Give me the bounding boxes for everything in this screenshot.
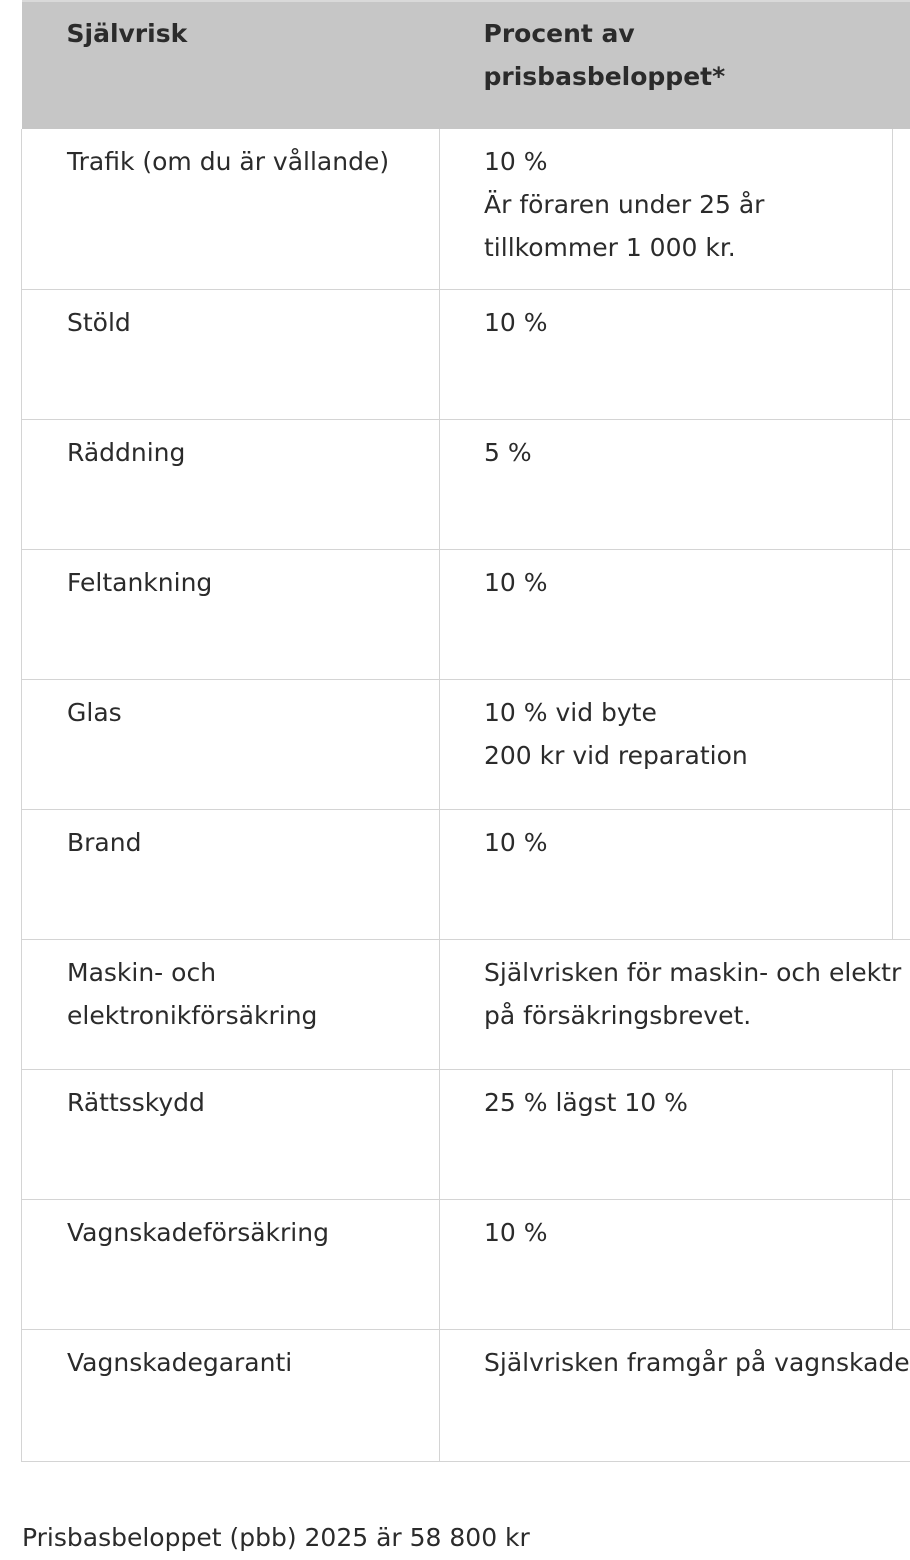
table-row-trafik	[22, 129, 910, 289]
row-label-line: Maskin- och	[67, 951, 427, 994]
row-extra	[893, 1199, 910, 1329]
row-value: 10 %	[440, 289, 893, 419]
table-row-vagnskadegaranti	[22, 1329, 910, 1461]
row-value: 10 %	[440, 809, 893, 939]
header-col3	[893, 1, 910, 129]
prisbasbelopp-footnote: Prisbasbeloppet (pbb) 2025 är 58 800 kr	[22, 1516, 530, 1560]
row-label: Trafik (om du är vållande)	[22, 129, 440, 289]
table-row-feltankning	[22, 549, 910, 679]
row-label: Glas	[22, 679, 440, 809]
row-label: Rättsskydd	[22, 1069, 440, 1199]
row-value: Självrisken framgår på vagnskade	[440, 1329, 910, 1461]
row-label: Räddning	[22, 419, 440, 549]
row-label: Vagnskadeförsäkring	[22, 1199, 440, 1329]
table-row-glas	[22, 679, 910, 809]
table-row-vagnskadeforsakring	[22, 1199, 910, 1329]
row-label: Vagnskadegaranti	[22, 1329, 440, 1461]
row-label	[22, 939, 440, 1069]
row-extra	[893, 1069, 910, 1199]
table-row-rattsskydd	[22, 1069, 910, 1199]
row-value-line: på försäkringsbrevet.	[484, 994, 910, 1037]
header-procent	[440, 1, 893, 129]
row-extra	[893, 129, 910, 289]
row-value-line: Självrisken för maskin- och elektr	[484, 951, 910, 994]
header-sjalvrisk: Självrisk	[22, 1, 440, 129]
row-value-line: Är föraren under 25 år	[484, 183, 880, 226]
row-extra	[893, 549, 910, 679]
table-row-maskin	[22, 939, 910, 1069]
table-header-row	[22, 1, 910, 129]
table-row-brand	[22, 809, 910, 939]
row-value-line: 10 %	[484, 140, 880, 183]
row-value	[440, 129, 893, 289]
row-value	[440, 939, 910, 1069]
row-label-line: elektronikförsäkring	[67, 994, 427, 1037]
row-value: 10 %	[440, 1199, 893, 1329]
row-value-line: 10 % vid byte	[484, 691, 880, 734]
header-procent-line2: prisbasbeloppet*	[484, 55, 881, 98]
header-procent-line1: Procent av	[484, 12, 881, 55]
row-value: 10 %	[440, 549, 893, 679]
row-value-line: 200 kr vid reparation	[484, 734, 880, 777]
row-label: Brand	[22, 809, 440, 939]
row-label: Feltankning	[22, 549, 440, 679]
table-row-raddning	[22, 419, 910, 549]
row-extra	[893, 679, 910, 809]
row-value-line: tillkommer 1 000 kr.	[484, 226, 880, 269]
row-extra	[893, 289, 910, 419]
row-extra	[893, 419, 910, 549]
row-extra	[893, 809, 910, 939]
deductible-table	[21, 0, 910, 1462]
row-value: 5 %	[440, 419, 893, 549]
table-row-stold	[22, 289, 910, 419]
row-value	[440, 679, 893, 809]
deductible-table-container	[21, 0, 910, 1464]
row-value: 25 % lägst 10 %	[440, 1069, 893, 1199]
row-label: Stöld	[22, 289, 440, 419]
